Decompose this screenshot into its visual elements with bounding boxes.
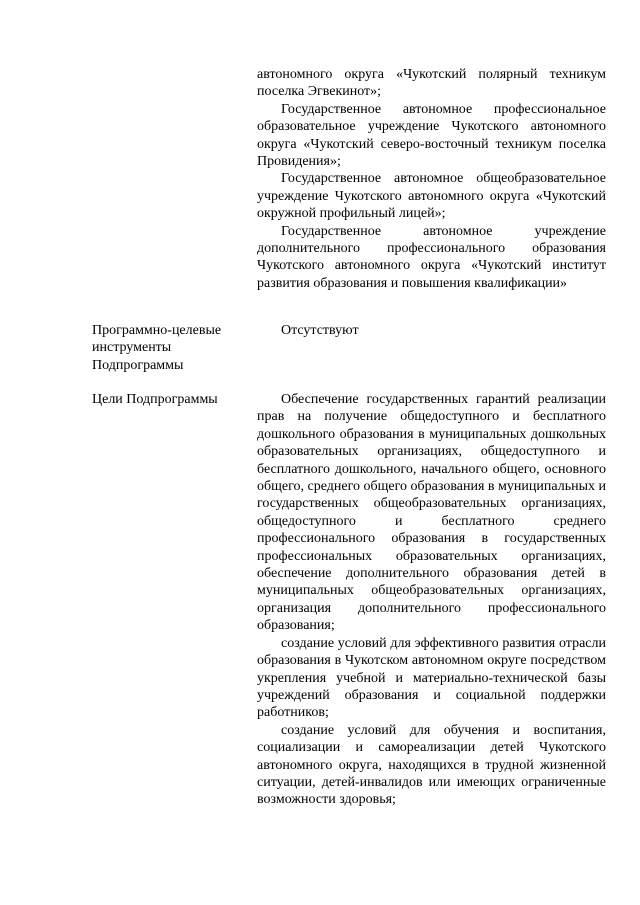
intro-content: [257, 66, 606, 292]
instruments-content: [257, 322, 606, 339]
instruments-label: Программно-целевые инструменты Подпрограммы: [92, 323, 222, 373]
goals-paragraph-1: Обеспечение государственных гарантий реализации прав на получение общедоступного и бесплатного дошкольного образования в муниципальных дошкольных образовательных организациях, общедоступного и бесплатного дошкольного, начального общего, основного общего, среднего общего образования в муниципальных и государственных общеобразовательных организациях, общедоступного и бесплатного среднего профессионального образования в государственных профессиональных образовательных организациях, обеспечение дополнительного образования детей в муниципальных общеобразовательных организациях, организация дополнительного профессионального образования;: [257, 392, 606, 634]
intro-paragraph-1: автономного округа «Чукотский полярный техникум поселка Эгвекинот»;: [257, 67, 606, 100]
intro-paragraph-3: Государственное автономное общеобразовательное учреждение Чукотского автономного округа «Чукотский окружной профильный лицей»;: [257, 171, 606, 222]
goals-content: [257, 391, 606, 809]
goals-paragraph-3: создание условий для обучения и воспитания, социализации и самореализации детей Чукотского автономного округа, находящихся в трудной жизненной ситуации, детей-инвалидов или имеющих ограниченные возможности здоровья;: [257, 722, 606, 808]
goals-paragraph-2: создание условий для эффективного развития отрасли образования в Чукотском автономном округе посредством укрепления учебной и материально-технической базы учреждений образования и социальной поддержки работников;: [257, 635, 606, 721]
goals-label: Цели Подпрограммы: [92, 392, 218, 407]
intro-paragraph-2: Государственное автономное профессиональное образовательное учреждение Чукотского автономного округа «Чукотский северо-восточный техникум поселка Провидения»;: [257, 101, 606, 170]
instruments-value: Отсутствуют: [281, 323, 359, 338]
intro-paragraph-4: Государственное автономное учреждение дополнительного профессионального образования Чукотского автономного округа «Чукотский институт развития образования и повышения квалификации»: [257, 223, 606, 291]
